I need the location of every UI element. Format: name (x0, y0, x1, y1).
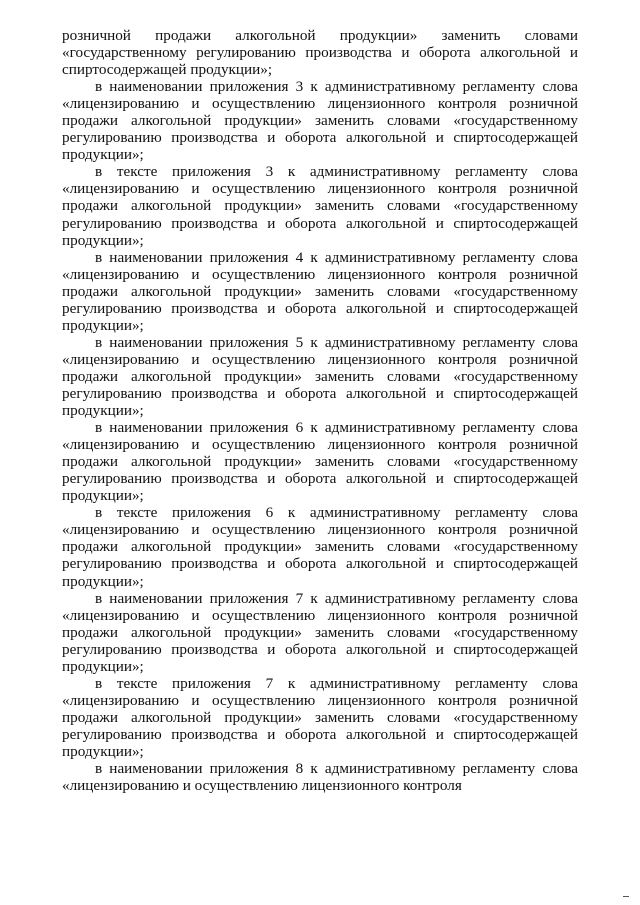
paragraph-continuation: розничной продажи алкогольной продукции» заменить словами «государственному регулированию производства и оборота алкогольной и спиртосодержащей продукции»; (62, 27, 578, 79)
paragraph-appendix-4-title: в наименовании приложения 4 к административному регламенту слова «лицензированию и осуществлению лицензионного контроля розничной продажи алкогольной продукции» заменить словами «государственному регулированию производства и оборота алкогольной и спиртосодержащей продукции»; (62, 248, 578, 334)
scan-edge-mark (623, 896, 629, 897)
paragraph-appendix-6-text: в тексте приложения 6 к административному регламенту слова «лицензированию и осуществлению лицензионного контроля розничной продажи алкогольной продукции» заменить словами «государственному регулированию производства и оборота алкогольной и спиртосодержащей продукции»; (62, 504, 578, 590)
paragraph-appendix-5-title: в наименовании приложения 5 к административному регламенту слова «лицензированию и осуществлению лицензионного контроля розничной продажи алкогольной продукции» заменить словами «государственному регулированию производства и оборота алкогольной и спиртосодержащей продукции»; (62, 333, 578, 420)
document-page (62, 27, 578, 794)
paragraph-appendix-6-title: в наименовании приложения 6 к административному регламенту слова «лицензированию и осуществлению лицензионного контроля розничной продажи алкогольной продукции» заменить словами «государственному регулированию производства и оборота алкогольной и спиртосодержащей продукции»; (62, 419, 578, 505)
paragraph-appendix-7-text: в тексте приложения 7 к административному регламенту слова «лицензированию и осуществлению лицензионного контроля розничной продажи алкогольной продукции» заменить словами «государственному регулированию производства и оборота алкогольной и спиртосодержащей продукции»; (62, 674, 578, 760)
paragraph-appendix-8-title: в наименовании приложения 8 к административному регламенту слова «лицензированию и осуществлению лицензионного контроля (62, 760, 578, 795)
paragraph-appendix-7-title: в наименовании приложения 7 к административному регламенту слова «лицензированию и осуществлению лицензионного контроля розничной продажи алкогольной продукции» заменить словами «государственному регулированию производства и оборота алкогольной и спиртосодержащей продукции»; (62, 589, 578, 675)
paragraph-appendix-3-title: в наименовании приложения 3 к административному регламенту слова «лицензированию и осуществлению лицензионного контроля розничной продажи алкогольной продукции» заменить словами «государственному регулированию производства и оборота алкогольной и спиртосодержащей продукции»; (62, 78, 578, 164)
paragraph-appendix-3-text: в тексте приложения 3 к административному регламенту слова «лицензированию и осуществлению лицензионного контроля розничной продажи алкогольной продукции» заменить словами «государственному регулированию производства и оборота алкогольной и спиртосодержащей продукции»; (62, 163, 578, 249)
